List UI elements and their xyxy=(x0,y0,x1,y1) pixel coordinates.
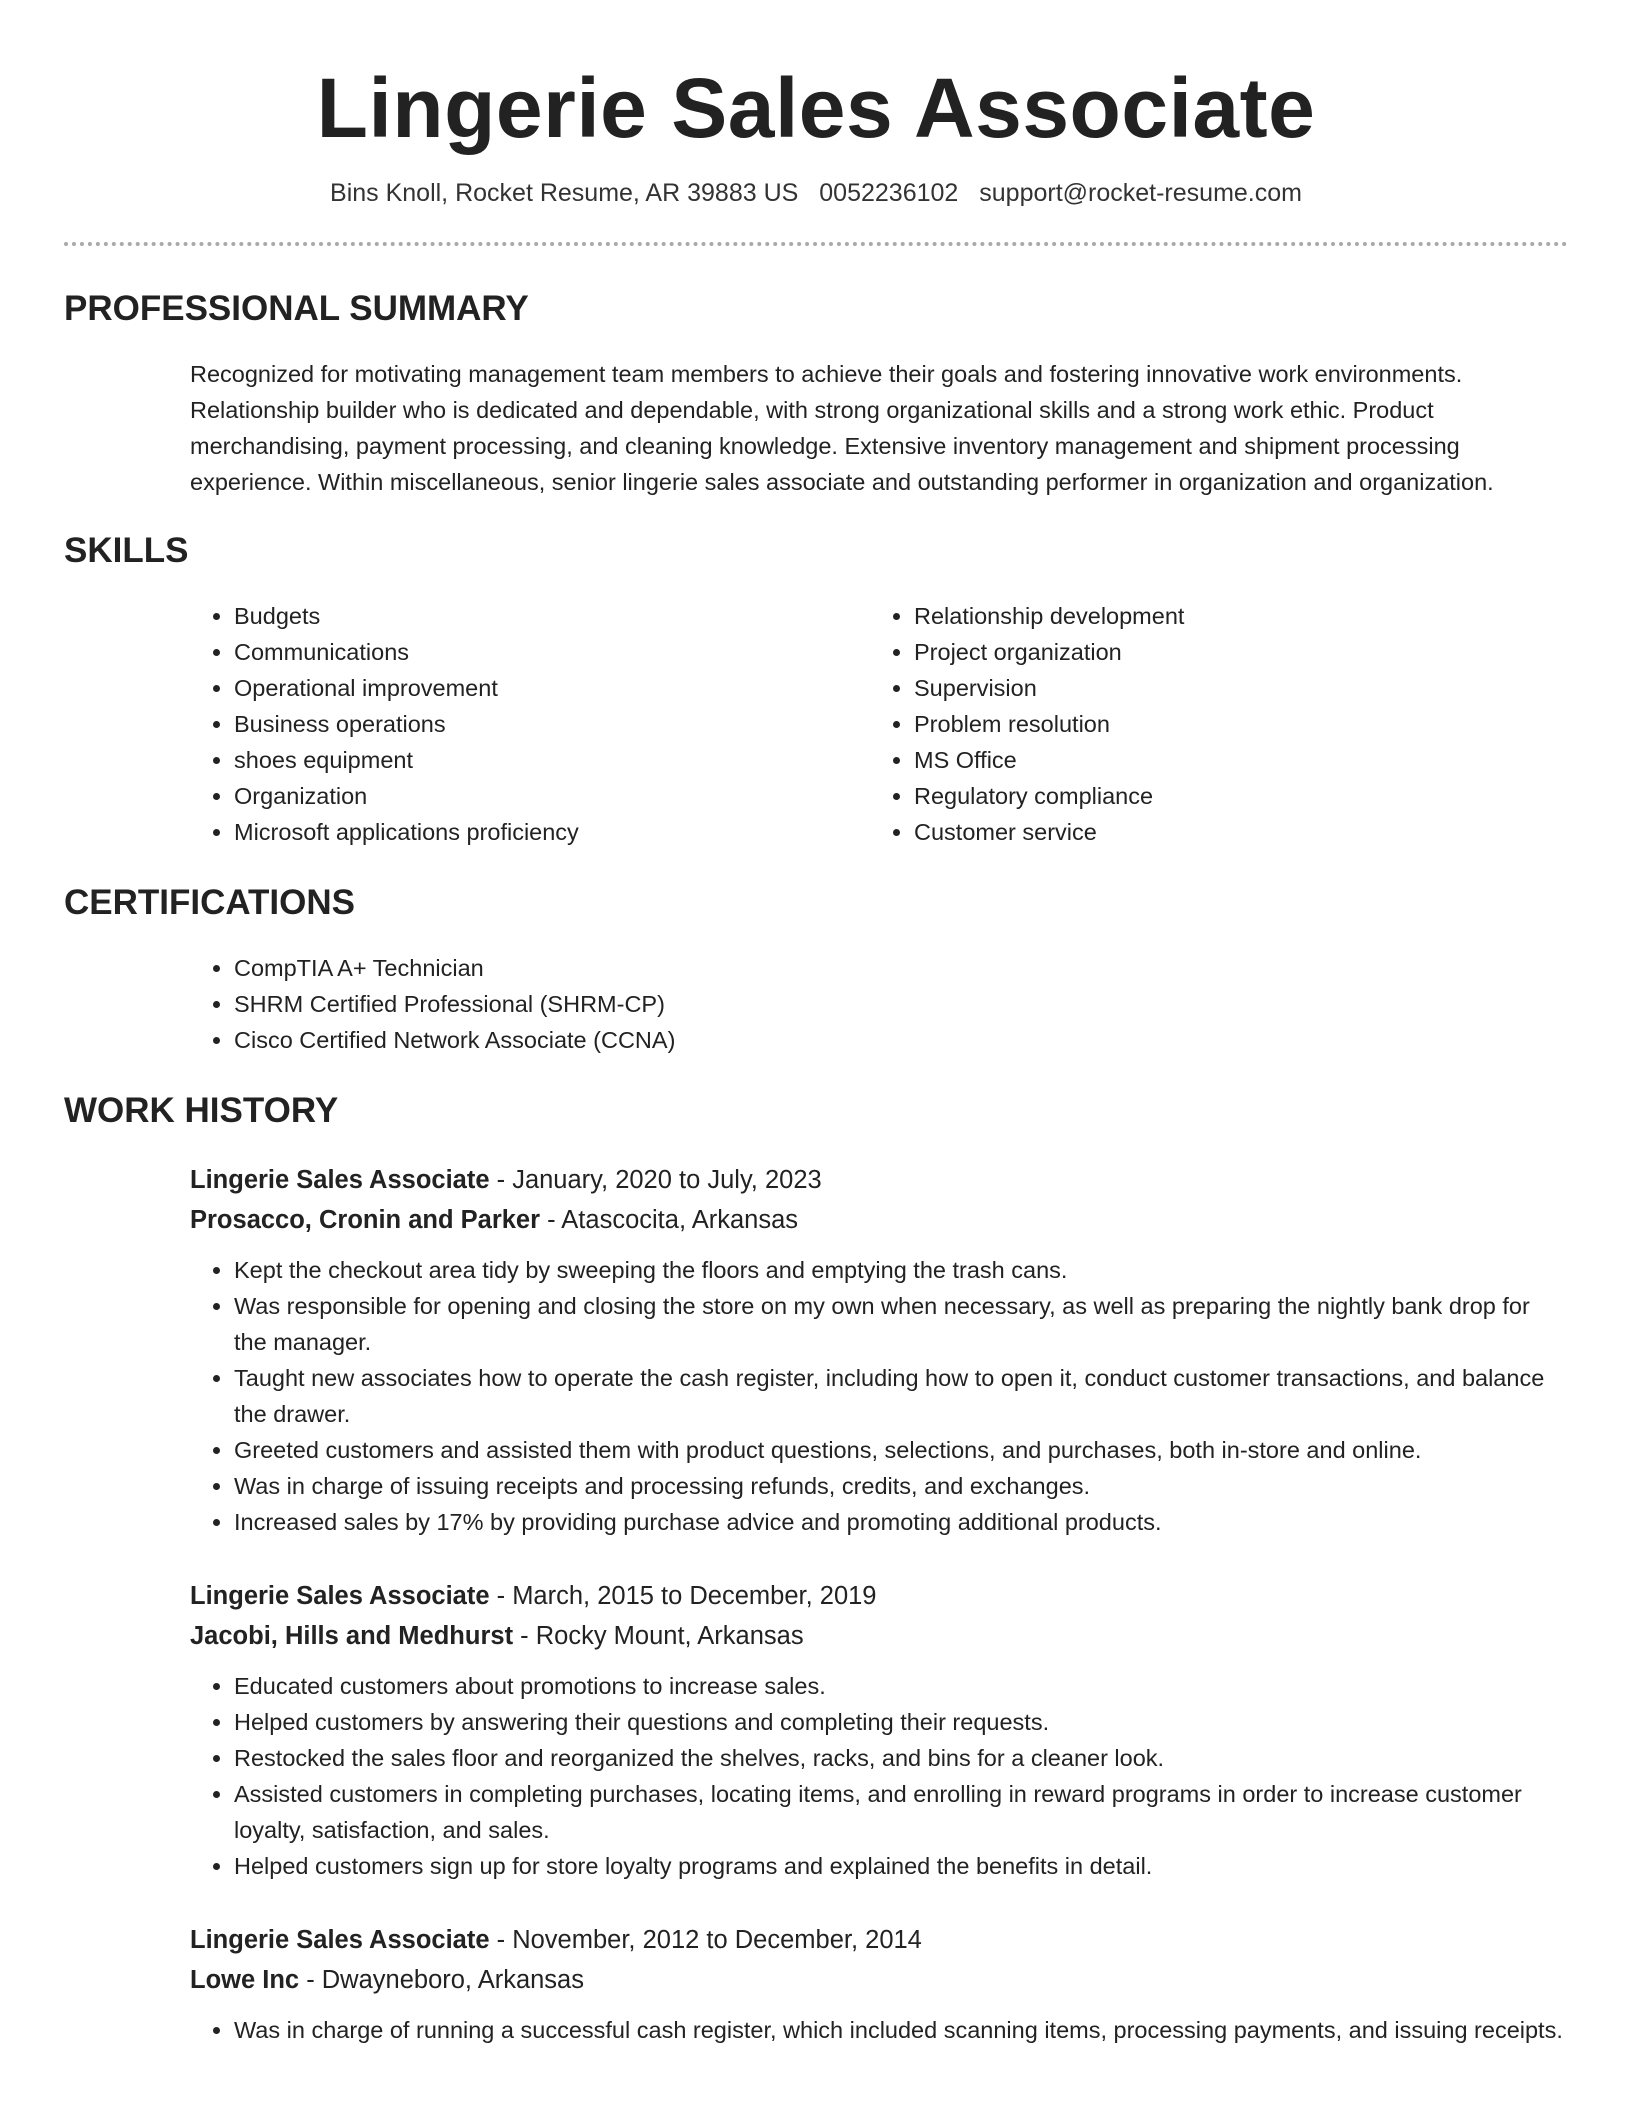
job-role: Lingerie Sales Associate xyxy=(190,1925,490,1954)
job-role: Lingerie Sales Associate xyxy=(190,1581,490,1610)
skills-list-right xyxy=(870,598,1550,850)
job-duty: • Assisted customers in completing purchases, locating items, and enrolling in reward programs in order to increase customer loyalty, satisfaction, and sales. xyxy=(234,1776,1568,1848)
contact-email: support@rocket-resume.com xyxy=(979,178,1302,207)
skill-item: • Supervision xyxy=(914,670,1550,706)
skill-item: • Relationship development xyxy=(914,598,1550,634)
skill-item: • Microsoft applications proficiency xyxy=(234,814,870,850)
job-company: Jacobi, Hills and Medhurst xyxy=(190,1621,514,1650)
skills-column-left xyxy=(190,598,870,850)
job-duties-list xyxy=(190,2012,1568,2048)
skills-heading: SKILLS xyxy=(64,530,189,570)
contact-address: Bins Knoll, Rocket Resume, AR 39883 US xyxy=(330,178,799,207)
certifications-list xyxy=(190,950,1568,1058)
job-dates: - November, 2012 to December, 2014 xyxy=(489,1925,922,1954)
certifications-heading: CERTIFICATIONS xyxy=(64,882,356,922)
job-duty: • Taught new associates how to operate the cash register, including how to open it, conduct customer transactions, and balance the drawer. xyxy=(234,1360,1568,1432)
certification-item: • CompTIA A+ Technician xyxy=(234,950,1568,986)
job-entry xyxy=(190,1160,1568,1540)
work-history-heading: WORK HISTORY xyxy=(64,1090,339,1130)
job-duty: • Was in charge of running a successful cash register, which included scanning items, processing payments, and issuing receipts. xyxy=(234,2012,1568,2048)
skill-item: • Budgets xyxy=(234,598,870,634)
job-duty: • Helped customers sign up for store loyalty programs and explained the benefits in detail. xyxy=(234,1848,1568,1884)
job-company-line xyxy=(190,1616,1568,1656)
job-duties-list xyxy=(190,1668,1568,1884)
job-company-line xyxy=(190,1200,1568,1240)
header-divider xyxy=(64,242,1568,246)
skill-item: • shoes equipment xyxy=(234,742,870,778)
skill-item: • Customer service xyxy=(914,814,1550,850)
candidate-title: Lingerie Sales Associate xyxy=(316,61,1316,155)
job-title-line xyxy=(190,1160,1568,1200)
contact-phone: 0052236102 xyxy=(819,178,959,207)
job-duty: • Increased sales by 17% by providing purchase advice and promoting additional products. xyxy=(234,1504,1568,1540)
job-duty: • Restocked the sales floor and reorganized the shelves, racks, and bins for a cleaner look. xyxy=(234,1740,1568,1776)
job-location: - Rocky Mount, Arkansas xyxy=(513,1621,804,1650)
job-role: Lingerie Sales Associate xyxy=(190,1165,490,1194)
job-company-line xyxy=(190,1960,1568,2000)
job-company: Lowe Inc xyxy=(190,1965,300,1994)
skills-column-right xyxy=(870,598,1550,850)
job-duty: • Greeted customers and assisted them with product questions, selections, and purchases, both in-store and online. xyxy=(234,1432,1568,1468)
job-dates: - March, 2015 to December, 2019 xyxy=(489,1581,877,1610)
job-location: - Dwayneboro, Arkansas xyxy=(299,1965,584,1994)
summary-heading: PROFESSIONAL SUMMARY xyxy=(64,288,529,328)
certifications-body xyxy=(190,950,1568,1058)
job-duty: • Was in charge of issuing receipts and processing refunds, credits, and exchanges. xyxy=(234,1468,1568,1504)
job-company: Prosacco, Cronin and Parker xyxy=(190,1205,541,1234)
summary-text: Recognized for motivating management team members to achieve their goals and fostering innovative work environments. Relationship builder who is dedicated and dependable, with strong organizational skills and a strong work ethic. Product merchandising, payment processing, and cleaning knowledge. Extensive inventory management and shipment processing experience. Within miscellaneous, senior lingerie sales associate and outstanding performer in organization and organization. xyxy=(190,360,1494,495)
job-duty: • Helped customers by answering their questions and completing their requests. xyxy=(234,1704,1568,1740)
job-title-line xyxy=(190,1920,1568,1960)
job-entry xyxy=(190,1576,1568,1884)
skill-item: • Project organization xyxy=(914,634,1550,670)
job-dates: - January, 2020 to July, 2023 xyxy=(489,1165,822,1194)
job-duties-list xyxy=(190,1252,1568,1540)
skill-item: • Communications xyxy=(234,634,870,670)
skills-list-left xyxy=(190,598,870,850)
certification-item: • Cisco Certified Network Associate (CCNA) xyxy=(234,1022,1568,1058)
job-title-line xyxy=(190,1576,1568,1616)
certification-item: • SHRM Certified Professional (SHRM-CP) xyxy=(234,986,1568,1022)
resume-header xyxy=(64,0,1568,208)
job-location: - Atascocita, Arkansas xyxy=(540,1205,798,1234)
job-duty: • Kept the checkout area tidy by sweeping the floors and emptying the trash cans. xyxy=(234,1252,1568,1288)
skills-columns xyxy=(190,598,1568,850)
skill-item: • Operational improvement xyxy=(234,670,870,706)
contact-line xyxy=(64,179,1568,208)
job-entry xyxy=(190,1920,1568,2048)
skill-item: • MS Office xyxy=(914,742,1550,778)
job-duty: • Was responsible for opening and closing the store on my own when necessary, as well as preparing the nightly bank drop for the manager. xyxy=(234,1288,1568,1360)
skill-item: • Regulatory compliance xyxy=(914,778,1550,814)
skill-item: • Organization xyxy=(234,778,870,814)
skill-item: • Business operations xyxy=(234,706,870,742)
job-duty: • Educated customers about promotions to increase sales. xyxy=(234,1668,1568,1704)
skill-item: • Problem resolution xyxy=(914,706,1550,742)
